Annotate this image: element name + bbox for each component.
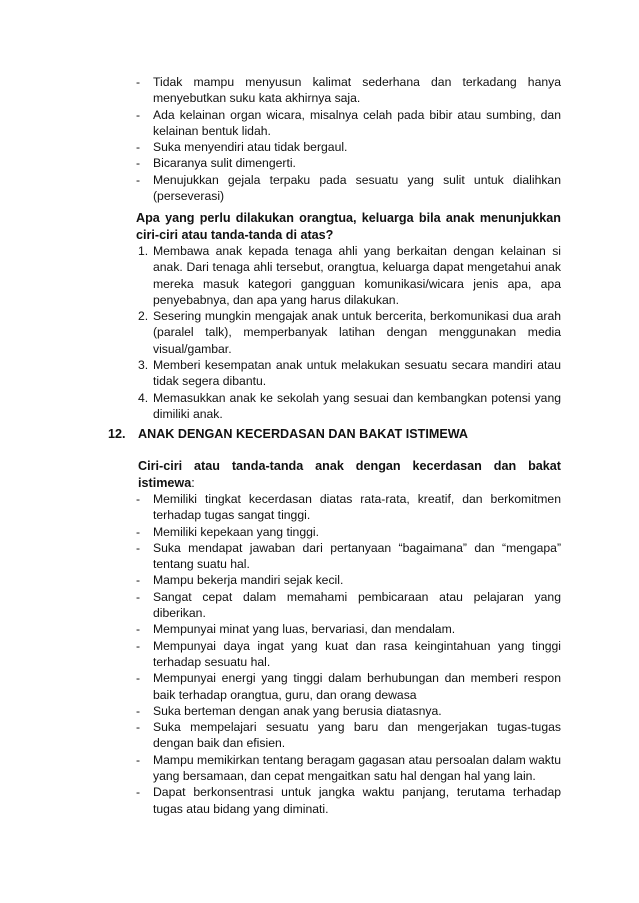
item-text: Memasukkan anak ke sekolah yang sesuai dan kembangkan potensi yang dimiliki anak. [153, 390, 561, 421]
item-text: Memberi kesempatan anak untuk melakukan sesuatu secara mandiri atau tidak segera dibantu. [153, 358, 561, 389]
list-item: - Ada kelainan organ wicara, misalnya celah pada bibir atau sumbing, dan kelainan bentuk lidah. [136, 107, 561, 140]
list-item: - Dapat berkonsentrasi untuk jangka waktu panjang, terutama terhadap tugas atau bidang yang diminati. [136, 784, 561, 817]
list-item: - Suka mempelajari sesuatu yang baru dan mengerjakan tugas-tugas dengan baik dan efisien. [136, 719, 561, 752]
traits-list [136, 491, 561, 817]
item-number: 1. [138, 244, 149, 258]
list-item: - Mampu bekerja mandiri sejak kecil. [136, 572, 561, 588]
list-item: - Bicaranya sulit dimengerti. [136, 155, 561, 171]
section-title: ANAK DENGAN KECERDASAN DAN BAKAT ISTIMEWA [138, 427, 469, 441]
item-number: 3. [138, 358, 149, 373]
list-item: - Menujukkan gejala terpaku pada sesuatu yang sulit untuk dialihkan (perseverasi) [136, 172, 561, 205]
item-text: Membawa anak kepada tenaga ahli yang berkaitan dengan kelainan si anak. Dari tenaga ahli tersebut, orangtua, keluarga dapat mengetahui anak mereka masuk kategori gangguan komunikasi/wicara jenis apa, apa penyebabnya, dan apa yang harus dilakukan. [153, 244, 561, 307]
list-item: - Sangat cepat dalam memahami pembicaraan atau pelajaran yang diberikan. [136, 589, 561, 622]
list-item: - Tidak mampu menyusun kalimat sederhana dan terkadang hanya menyebutkan suku kata akhirnya saja. [136, 74, 561, 107]
item-number: 4. [138, 390, 149, 405]
traits-heading-colon: : [191, 476, 195, 490]
top-symptom-list [136, 74, 561, 204]
list-item [138, 243, 561, 308]
list-item: - Suka berteman dengan anak yang berusia diatasnya. [136, 703, 561, 719]
list-item [138, 357, 561, 390]
item-text: Sesering mungkin mengajak anak untuk bercerita, berkomunikasi dua arah (paralel talk), memperbanyak latihan dengan menggunakan media visual/gambar. [153, 309, 561, 356]
section-number: 12. [108, 427, 126, 441]
list-item: - Suka menyendiri atau tidak bergaul. [136, 139, 561, 155]
traits-heading-block [138, 458, 561, 492]
list-item [138, 308, 561, 357]
item-number: 2. [138, 309, 149, 324]
question-heading: Apa yang perlu dilakukan orangtua, keluarga bila anak menunjukkan ciri-ciri atau tanda-tanda di atas? [136, 211, 561, 242]
action-list [138, 243, 561, 422]
question-heading-block [136, 210, 561, 244]
list-item: - Mempunyai daya ingat yang kuat dan rasa keingintahuan yang tinggi terhadap sesuatu hal. [136, 638, 561, 671]
traits-heading [138, 458, 561, 492]
list-item: - Memiliki tingkat kecerdasan diatas rata-rata, kreatif, dan berkomitmen terhadap tugas sangat tinggi. [136, 491, 561, 524]
list-item: - Suka mendapat jawaban dari pertanyaan “bagaimana” dan “mengapa” tentang suatu hal. [136, 540, 561, 573]
list-item: - Mempunyai energi yang tinggi dalam berhubungan dan memberi respon baik terhadap orangtua, guru, dan orang dewasa [136, 670, 561, 703]
list-item: - Mampu memikirkan tentang beragam gagasan atau persoalan dalam waktu yang bersamaan, dan cepat mengaitkan satu hal dengan hal yang lain. [136, 752, 561, 785]
traits-heading-text: Ciri-ciri atau tanda-tanda anak dengan kecerdasan dan bakat istimewa [138, 459, 561, 490]
list-item [138, 390, 561, 423]
list-item: - Mempunyai minat yang luas, bervariasi, dan mendalam. [136, 621, 561, 637]
list-item: - Memiliki kepekaan yang tinggi. [136, 524, 561, 540]
